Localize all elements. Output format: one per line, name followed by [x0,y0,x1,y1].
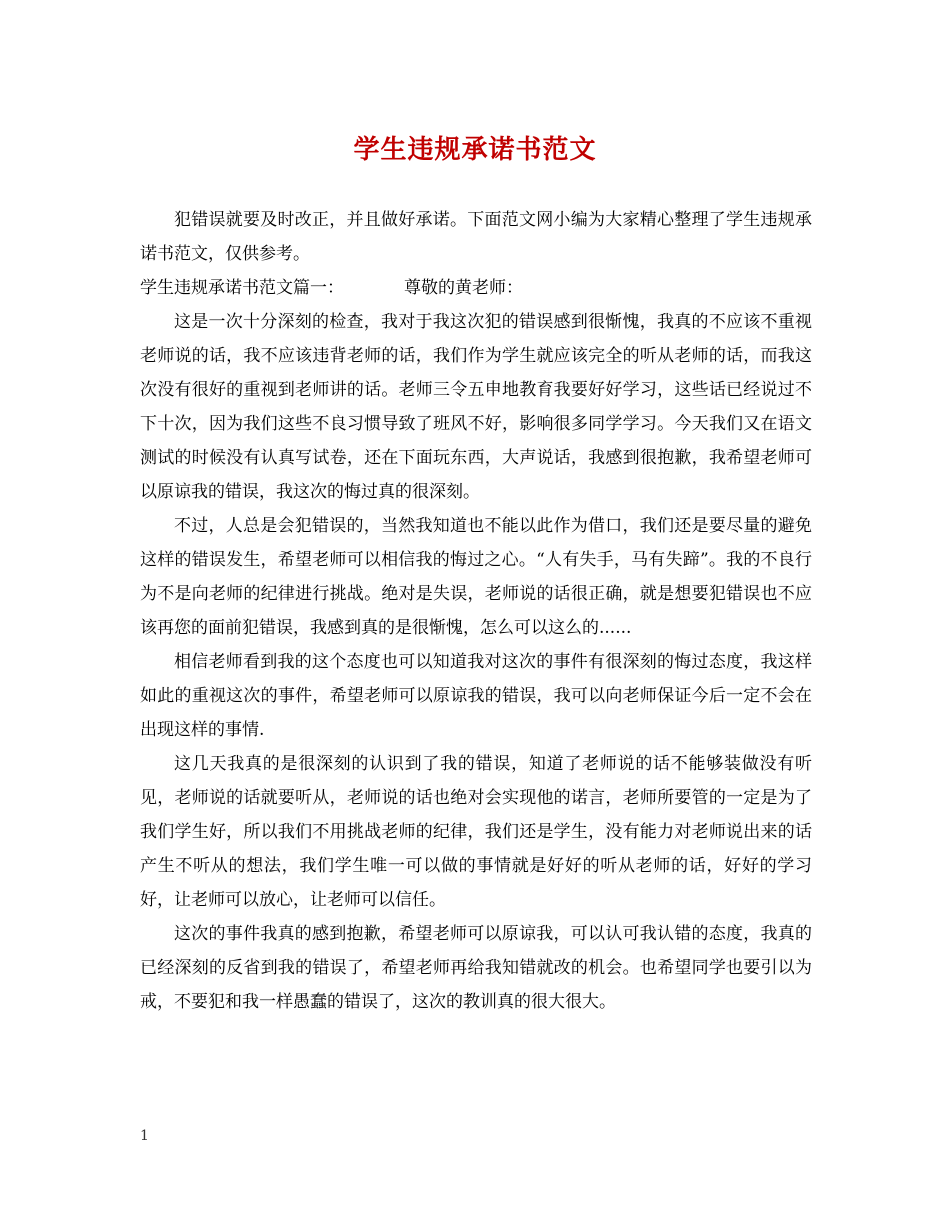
section-heading: 学生违规承诺书范文篇一： [140,278,344,298]
body-paragraph: 这是一次十分深刻的检查，我对于我这次犯的错误感到很惭愧，我真的不应该不重视老师说的话，我不应该违背老师的话，我们作为学生就应该完全的听从老师的话，而我这次没有很好的重视到老师讲的话。老师三令五申地教育我要好好学习，这些话已经说过不下十次，因为我们这些不良习惯导致了班风不好，影响很多同学学习。今天我们又在语文测试的时候没有认真写试卷，还在下面玩东西，大声说话，我感到很抱歉，我希望老师可以原谅我的错误，我这次的悔过真的很深刻。 [140,312,812,502]
document-body [140,203,812,1019]
page-title: 学生违规承诺书范文 [353,135,597,165]
body-paragraph: 不过，人总是会犯错误的，当然我知道也不能以此作为借口，我们还是要尽量的避免这样的错误发生，希望老师可以相信我的悔过之心。“人有失手，马有失蹄”。我的不良行为不是向老师的纪律进行挑战。绝对是失误，老师说的话很正确，就是想要犯错误也不应该再您的面前犯错误，我感到真的是很惭愧，怎么可以这么的...... [140,516,812,638]
body-paragraph: 相信老师看到我的这个态度也可以知道我对这次的事件有很深刻的悔过态度，我这样如此的重视这次的事件，希望老师可以原谅我的错误，我可以向老师保证今后一定不会在出现这样的事情. [140,652,812,740]
body-paragraph: 这几天我真的是很深刻的认识到了我的错误，知道了老师说的话不能够装做没有听见，老师说的话就要听从，老师说的话也绝对会实现他的诺言，老师所要管的一定是为了我们学生好，所以我们不用挑战老师的纪律，我们还是学生，没有能力对老师说出来的话产生不听从的想法，我们学生唯一可以做的事情就是好好的听从老师的话，好好的学习好，让老师可以放心，让老师可以信任。 [140,754,812,910]
body-paragraph: 这次的事件我真的感到抱歉，希望老师可以原谅我，可以认可我认错的态度，我真的已经深刻的反省到我的错误了，希望老师再给我知错就改的机会。也希望同学也要引以为戒，不要犯和我一样愚蠢的错误了，这次的教训真的很大很大。 [140,924,812,1012]
section-heading-line [140,271,812,305]
heading-spacer [344,271,404,305]
salutation: 尊敬的黄老师： [404,278,523,298]
intro-paragraph: 犯错误就要及时改正，并且做好承诺。下面范文网小编为大家精心整理了学生违规承诺书范文，仅供参考。 [140,210,812,264]
page-number: 1 [140,1128,149,1144]
